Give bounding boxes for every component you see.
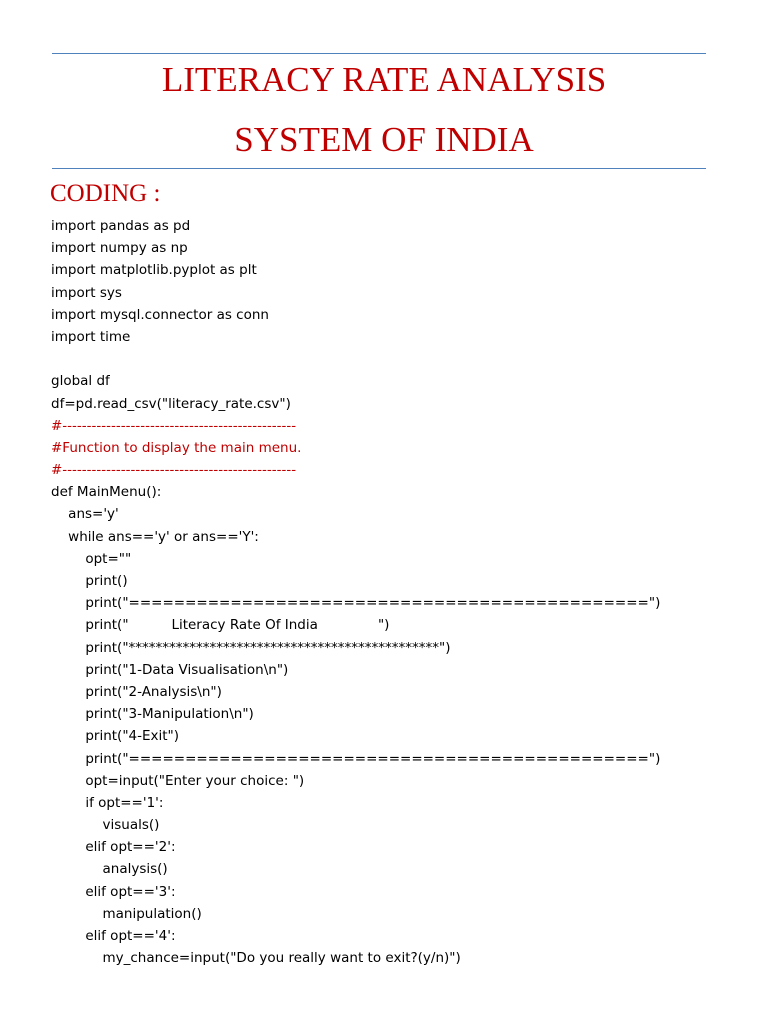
code-line: ans='y'	[51, 506, 119, 523]
code-line: print("2-Analysis\n")	[51, 683, 222, 700]
code-line: print("==============================================")	[51, 750, 661, 767]
code-line: elif opt=='2':	[51, 839, 176, 856]
section-heading: CODING :	[50, 180, 161, 207]
code-line: print()	[51, 573, 128, 589]
code-line: analysis()	[51, 861, 168, 878]
code-line: import time	[51, 328, 131, 345]
code-comment-line: #------------------------------------------------	[51, 417, 297, 434]
code-line: print("**********************************************")	[51, 639, 451, 656]
code-line: manipulation()	[51, 905, 202, 922]
code-line: print("==============================================")	[51, 595, 661, 612]
code-line: global df	[51, 373, 110, 390]
code-line: print("3-Manipulation\n")	[51, 706, 254, 723]
code-line: print(" Literacy Rate Of India ")	[51, 617, 390, 634]
code-line: import matplotlib.pyplot as plt	[51, 262, 257, 279]
code-line: elif opt=='3':	[51, 883, 176, 900]
code-line: if opt=='1':	[51, 794, 164, 811]
code-line: df=pd.read_csv("literacy_rate.csv")	[51, 395, 291, 412]
code-line: visuals()	[51, 817, 160, 834]
code-line: opt=""	[51, 550, 132, 567]
code-line: print("1-Data Visualisation\n")	[51, 661, 289, 678]
code-blank-line	[51, 348, 660, 370]
bottom-rule	[52, 168, 706, 169]
top-rule	[52, 53, 706, 54]
page-title-line1: LITERACY RATE ANALYSIS	[161, 60, 607, 99]
code-line: import sys	[51, 284, 122, 301]
code-line: def MainMenu():	[51, 484, 162, 501]
code-comment-line: #------------------------------------------------	[51, 462, 297, 479]
code-comment-line: #Function to display the main menu.	[51, 439, 302, 456]
page-title-line2: SYSTEM OF INDIA	[234, 120, 534, 159]
code-line: print("4-Exit")	[51, 728, 180, 745]
code-line: while ans=='y' or ans=='Y':	[51, 528, 259, 545]
code-line: opt=input("Enter your choice: ")	[51, 772, 305, 789]
code-line: elif opt=='4':	[51, 928, 176, 944]
code-line: my_chance=input("Do you really want to exit?(y/n)")	[51, 950, 461, 967]
code-line: import mysql.connector as conn	[51, 306, 269, 323]
code-block	[51, 215, 660, 969]
code-line: import pandas as pd	[51, 218, 191, 234]
code-line: import numpy as np	[51, 240, 188, 257]
